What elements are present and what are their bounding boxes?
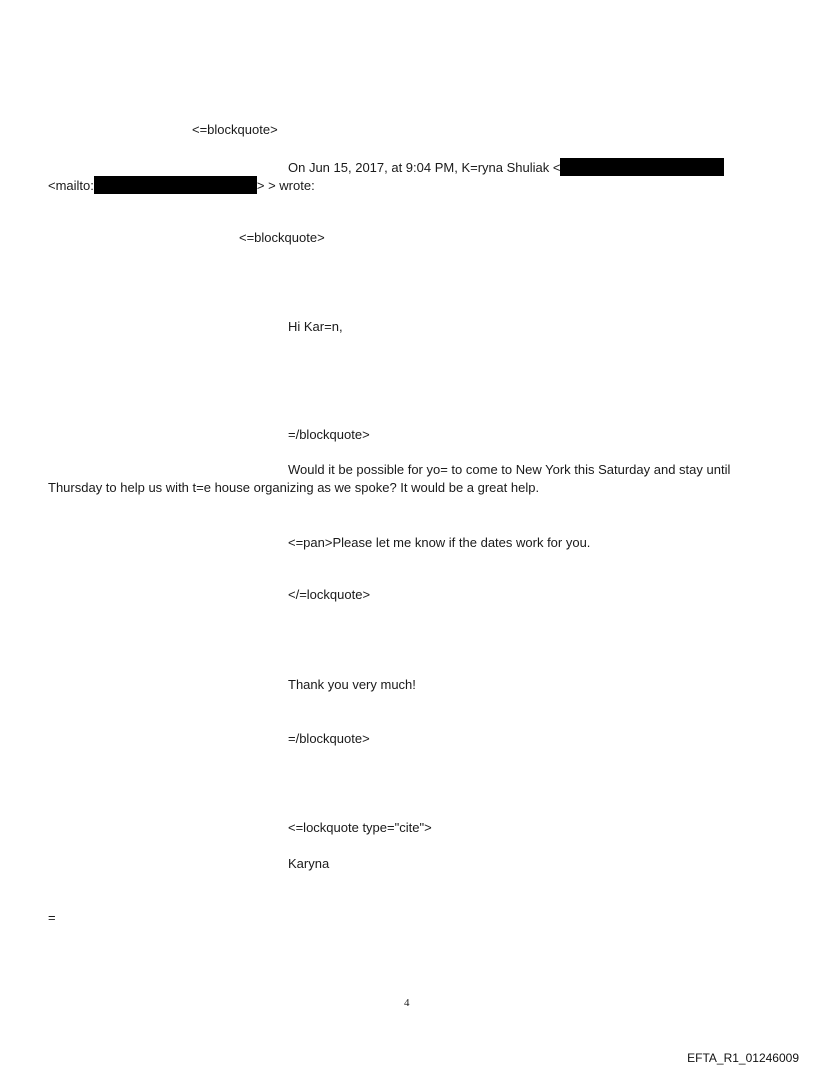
thanks-line: Thank you very much! (288, 677, 416, 692)
page-number: 4 (404, 997, 410, 1009)
document-id: EFTA_R1_01246009 (687, 1051, 799, 1065)
blockquote-open-tag: <=blockquote> (239, 230, 325, 245)
span-line: <=pan>Please let me know if the dates work for you. (288, 535, 591, 550)
signature: Karyna (288, 856, 330, 871)
mailto-line (48, 176, 315, 194)
mailto-suffix: > > wrote: (256, 178, 315, 193)
reply-header-text: On Jun 15, 2017, at 9:04 PM, K=ryna Shuliak < (288, 160, 561, 175)
blockquote-close-tag: </=lockquote> (288, 587, 371, 602)
reply-header-line (288, 158, 724, 176)
body-line: Thursday to help us with t=e house organizing as we spoke? It would be a great help. (48, 480, 540, 495)
redaction-bar (94, 176, 257, 194)
cite-open-tag: <=lockquote type="cite"> (288, 820, 432, 835)
body-line: Would it be possible for yo= to come to New York this Saturday and stay until (288, 462, 731, 477)
mailto-prefix: <mailto: (48, 178, 94, 193)
greeting: Hi Kar=n, (288, 319, 343, 334)
blockquote-close-tag: =/blockquote> (288, 731, 370, 746)
trailing-equals: = (48, 910, 56, 925)
redaction-bar (560, 158, 724, 176)
blockquote-close-tag: =/blockquote> (288, 427, 370, 442)
blockquote-open-tag: <=blockquote> (192, 122, 278, 137)
